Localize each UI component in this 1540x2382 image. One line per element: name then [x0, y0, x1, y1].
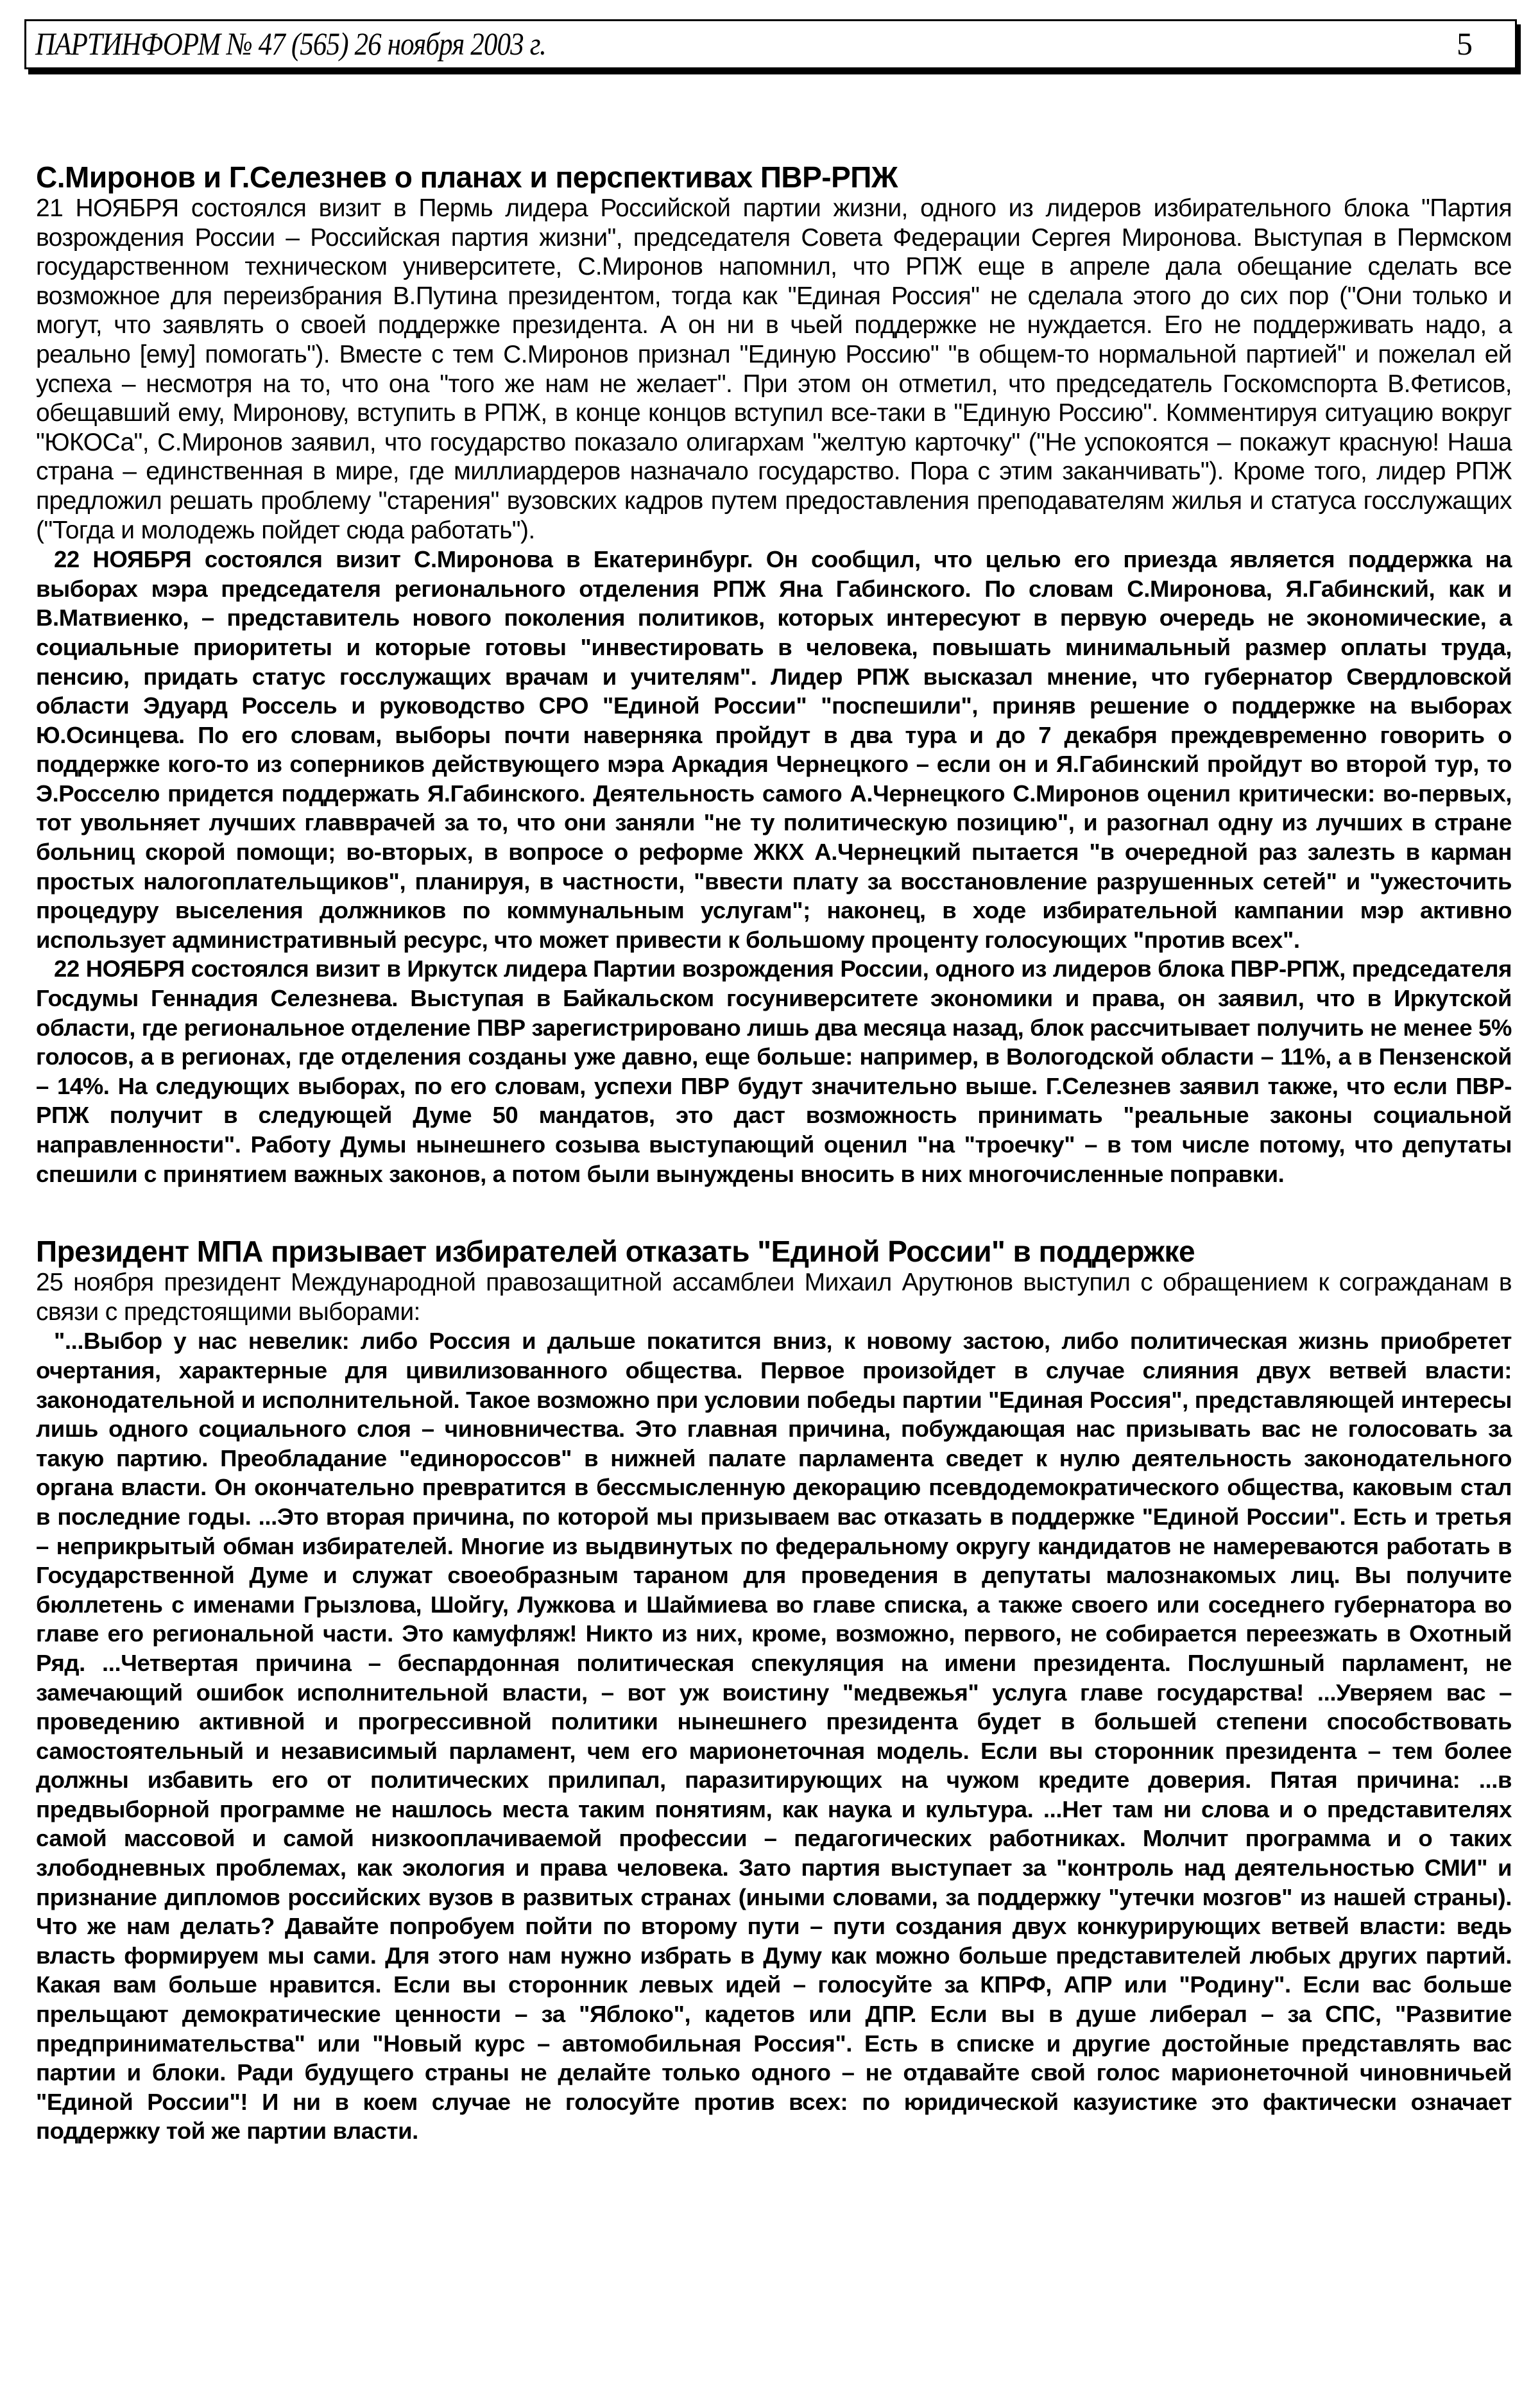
article-quote: "...Выбор у нас невелик: либо Россия и дальше покатится вниз, к новому застою, либо политическая жизнь приобретет очертания, характерные для цивилизованного общества. Первое произойдет в случае слияния двух ветвей власти: законодательной и исполнительной. Такое возможно при условии победы партии "Единая Россия", представляющей интересы лишь одного социального слоя – чиновничества. Это главная причина, побуждающая нас призывать вас не голосовать за такую партию. Преобладание "единороссов" в нижней палате парламента сведет к нулю деятельность законодательного органа власти. Он окончательно превратится в бессмысленную декорацию псевдодемократического общества, каковым стал в последние годы. ...Это вторая причина, по которой мы призываем вас отказать в поддержке "Единой России". Есть и третья – неприкрытый обман избирателей. Многие из выдвинутых по федеральному округу кандидатов не намереваются работать в Государственной Думе и служат своеобразным тараном для проведения в депутаты малознакомых лиц. Вы получите бюллетень с именами Грызлова, Шойгу, Лужкова и Шаймиева во главе списка, а также своего или соседнего губернатора во главе его региональной части. Это камуфляж! Никто из них, кроме, возможно, первого, не собирается переезжать в Охотный Ряд. ...Четвертая причина – беспардонная политическая спекуляция на имени президента. Послушный парламент, не замечающий ошибок исполнительной власти, – вот уж воистину "медвежья" услуга главе государства! ...Уверяем вас – проведению активной и прогрессивной политики нынешнего президента будет в большей степени способствовать самостоятельный и независимый парламент, чем его марионеточная модель. Если вы сторонник президента – тем более должны избавить его от политических прилипал, паразитирующих на чужом кредите доверия. Пятая причина: ...в предвыборной программе не нашлось места таким понятиям, как наука и культура. ...Нет там ни слова и о представителях самой массовой и самой низкооплачиваемой профессии – педагогических работниках. Молчит программа и о таких злободневных проблемах, как экология и права человека. Зато партия выступает за "контроль над деятельностью СМИ" и признание дипломов российских вузов в развитых странах (иными словами, за поддержку "утечки мозгов" из нашей страны). Что же нам делать? Давайте попробуем пойти по второму пути – пути создания двух конкурирующих ветвей власти: ведь власть формируем мы сами. Для этого нам нужно избрать в Думу как можно больше представителей любых других партий. Какая вам больше нравится. Если вы сторонник левых идей – голосуйте за КПРФ, АПР или "Родину". Если вас больше прельщают демократические ценности – за "Яблоко", кадетов или ДПР. Если вы в душе либерал – за СПС, "Развитие предпринимательства" или "Новый курс – автомобильная Россия". Есть в списке и другие достойные представлять вас партии и блоки. Ради будущего страны не делайте только одного – не отдавайте свой голос марионеточной чиновничьей "Единой России"! И ни в коем случае не голосуйте против всех: по юридической казуистике это фактически означает поддержку той же партии власти.: [36, 1328, 1512, 2145]
article-paragraph: 22 НОЯБРЯ состоялся визит в Иркутск лидера Партии возрождения России, одного из лидеров блока ПВР-РПЖ, председателя Госдумы Геннадия Селезнева. Выступая в Байкальском госуниверситете экономики и права, он заявил, что в Иркутской области, где региональное отделение ПВР зарегистрировано лишь два месяца назад, блок рассчитывает получить не менее 5% голосов, а в регионах, где отделения созданы уже давно, еще больше: например, в Вологодской области – 11%, а в Пензенской – 14%. На следующих выборах, по его словам, успехи ПВР будут значительно выше. Г.Селезнев заявил также, что если ПВР-РПЖ получит в следующей Думе 50 мандатов, это даст возможность принимать "реальные законы социальной направленности". Работу Думы нынешнего созыва выступающий оценил "на "троечку" – в том числе потому, что депутаты спешили с принятием важных законов, а потом были вынуждены вносить в них многочисленные поправки.: [36, 955, 1512, 1187]
article-intro: 25 ноября президент Международной правозащитной ассамблеи Михаил Арутюнов выступил с обращением к согражданам в связи с предстоящими выборами:: [36, 1269, 1512, 1326]
article-paragraph: 22 НОЯБРЯ состоялся визит С.Миронова в Екатеринбург. Он сообщил, что целью его приезда является поддержка на выборах мэра председателя регионального отделения РПЖ Яна Габинского. По словам С.Миронова, Я.Габинский, как и В.Матвиенко, – представитель нового поколения политиков, которых интересуют в первую очередь не экономические, а социальные приоритеты и которые готовы "инвестировать в человека, повышать минимальный размер оплаты труда, пенсию, придать статус госслужащих врачам и учителям". Лидер РПЖ высказал мнение, что губернатор Свердловской области Эдуард Россель и руководство СРО "Единой России" "поспешили", приняв решение о поддержке на выборах Ю.Осинцева. По его словам, выборы почти наверняка пройдут в два тура и до 7 декабря преждевременно говорить о поддержке кого-то из соперников действующего мэра Аркадия Чернецкого – если он и Я.Габинский пройдут во второй тур, то Э.Росселю придется поддержать Я.Габинского. Деятельность самого А.Чернецкого С.Миронов оценил критически: во-первых, тот увольняет лучших главврачей за то, что они заняли "не ту политическую позицию", и разогнал одну из лучших в стране больниц скорой помощи; во-вторых, в вопросе о реформе ЖКХ А.Чернецкий пытается "в очередной раз залезть в карман простых налогоплательщиков", планируя, в частности, "ввести плату за восстановление разрушенных сетей" и "ужесточить процедуру выселения должников по коммунальным услугам"; наконец, в ходе избирательной кампании мэр активно использует административный ресурс, что может привести к большому проценту голосующих "против всех".: [36, 546, 1512, 953]
article-paragraph: 21 НОЯБРЯ состоялся визит в Пермь лидера Российской партии жизни, одного из лидеров избирательного блока "Партия возрождения России – Российская партия жизни", председателя Совета Федерации Сергея Миронова. Выступая в Пермском государственном техническом университете, С.Миронов напомнил, что РПЖ еще в апреле дала обещание сделать все возможное для переизбрания В.Путина президентом, тогда как "Единая Россия" не сделала этого до сих пор ("Они только и могут, что заявлять о своей поддержке президента. А он ни в чьей поддержке не нуждается. Его не поддерживать надо, а реально [ему] помогать"). Вместе с тем С.Миронов признал "Единую Россию" "в общем-то нормальной партией" и пожелал ей успеха – несмотря на то, что она "того же нам не желает". При этом он отметил, что председатель Госкомспорта В.Фетисов, обещавший ему, Миронову, вступить в РПЖ, в конце концов вступил все-таки в "Единую Россию". Комментируя ситуацию вокруг "ЮКОСа", С.Миронов заявил, что государство показало олигархам "желтую карточку" ("Не успокоятся – покажут красную! Наша страна – единственная в мире, где миллиардеров назначало государство. Пора с этим заканчивать"). Кроме того, лидер РПЖ предложил решать проблему "старения" вузовских кадров путем предоставления преподавателям жилья и статуса госслужащих ("Тогда и молодежь пойдет сюда работать").: [36, 194, 1512, 544]
article-title: С.Миронов и Г.Селезнев о планах и перспективах ПВР-РПЖ: [36, 160, 898, 194]
publication-title: ПАРТИНФОРМ № 47 (565) 26 ноября 2003 г.: [35, 26, 546, 62]
article-mironov-seleznev: [36, 160, 1512, 1188]
page-number: 5: [1457, 26, 1473, 62]
article-title: Президент МПА призывает избирателей отказать "Единой России" в поддержке: [36, 1235, 1195, 1269]
page-content: [36, 160, 1512, 2146]
page-header: [24, 19, 1517, 69]
article-mpa-president: [36, 1235, 1512, 2146]
